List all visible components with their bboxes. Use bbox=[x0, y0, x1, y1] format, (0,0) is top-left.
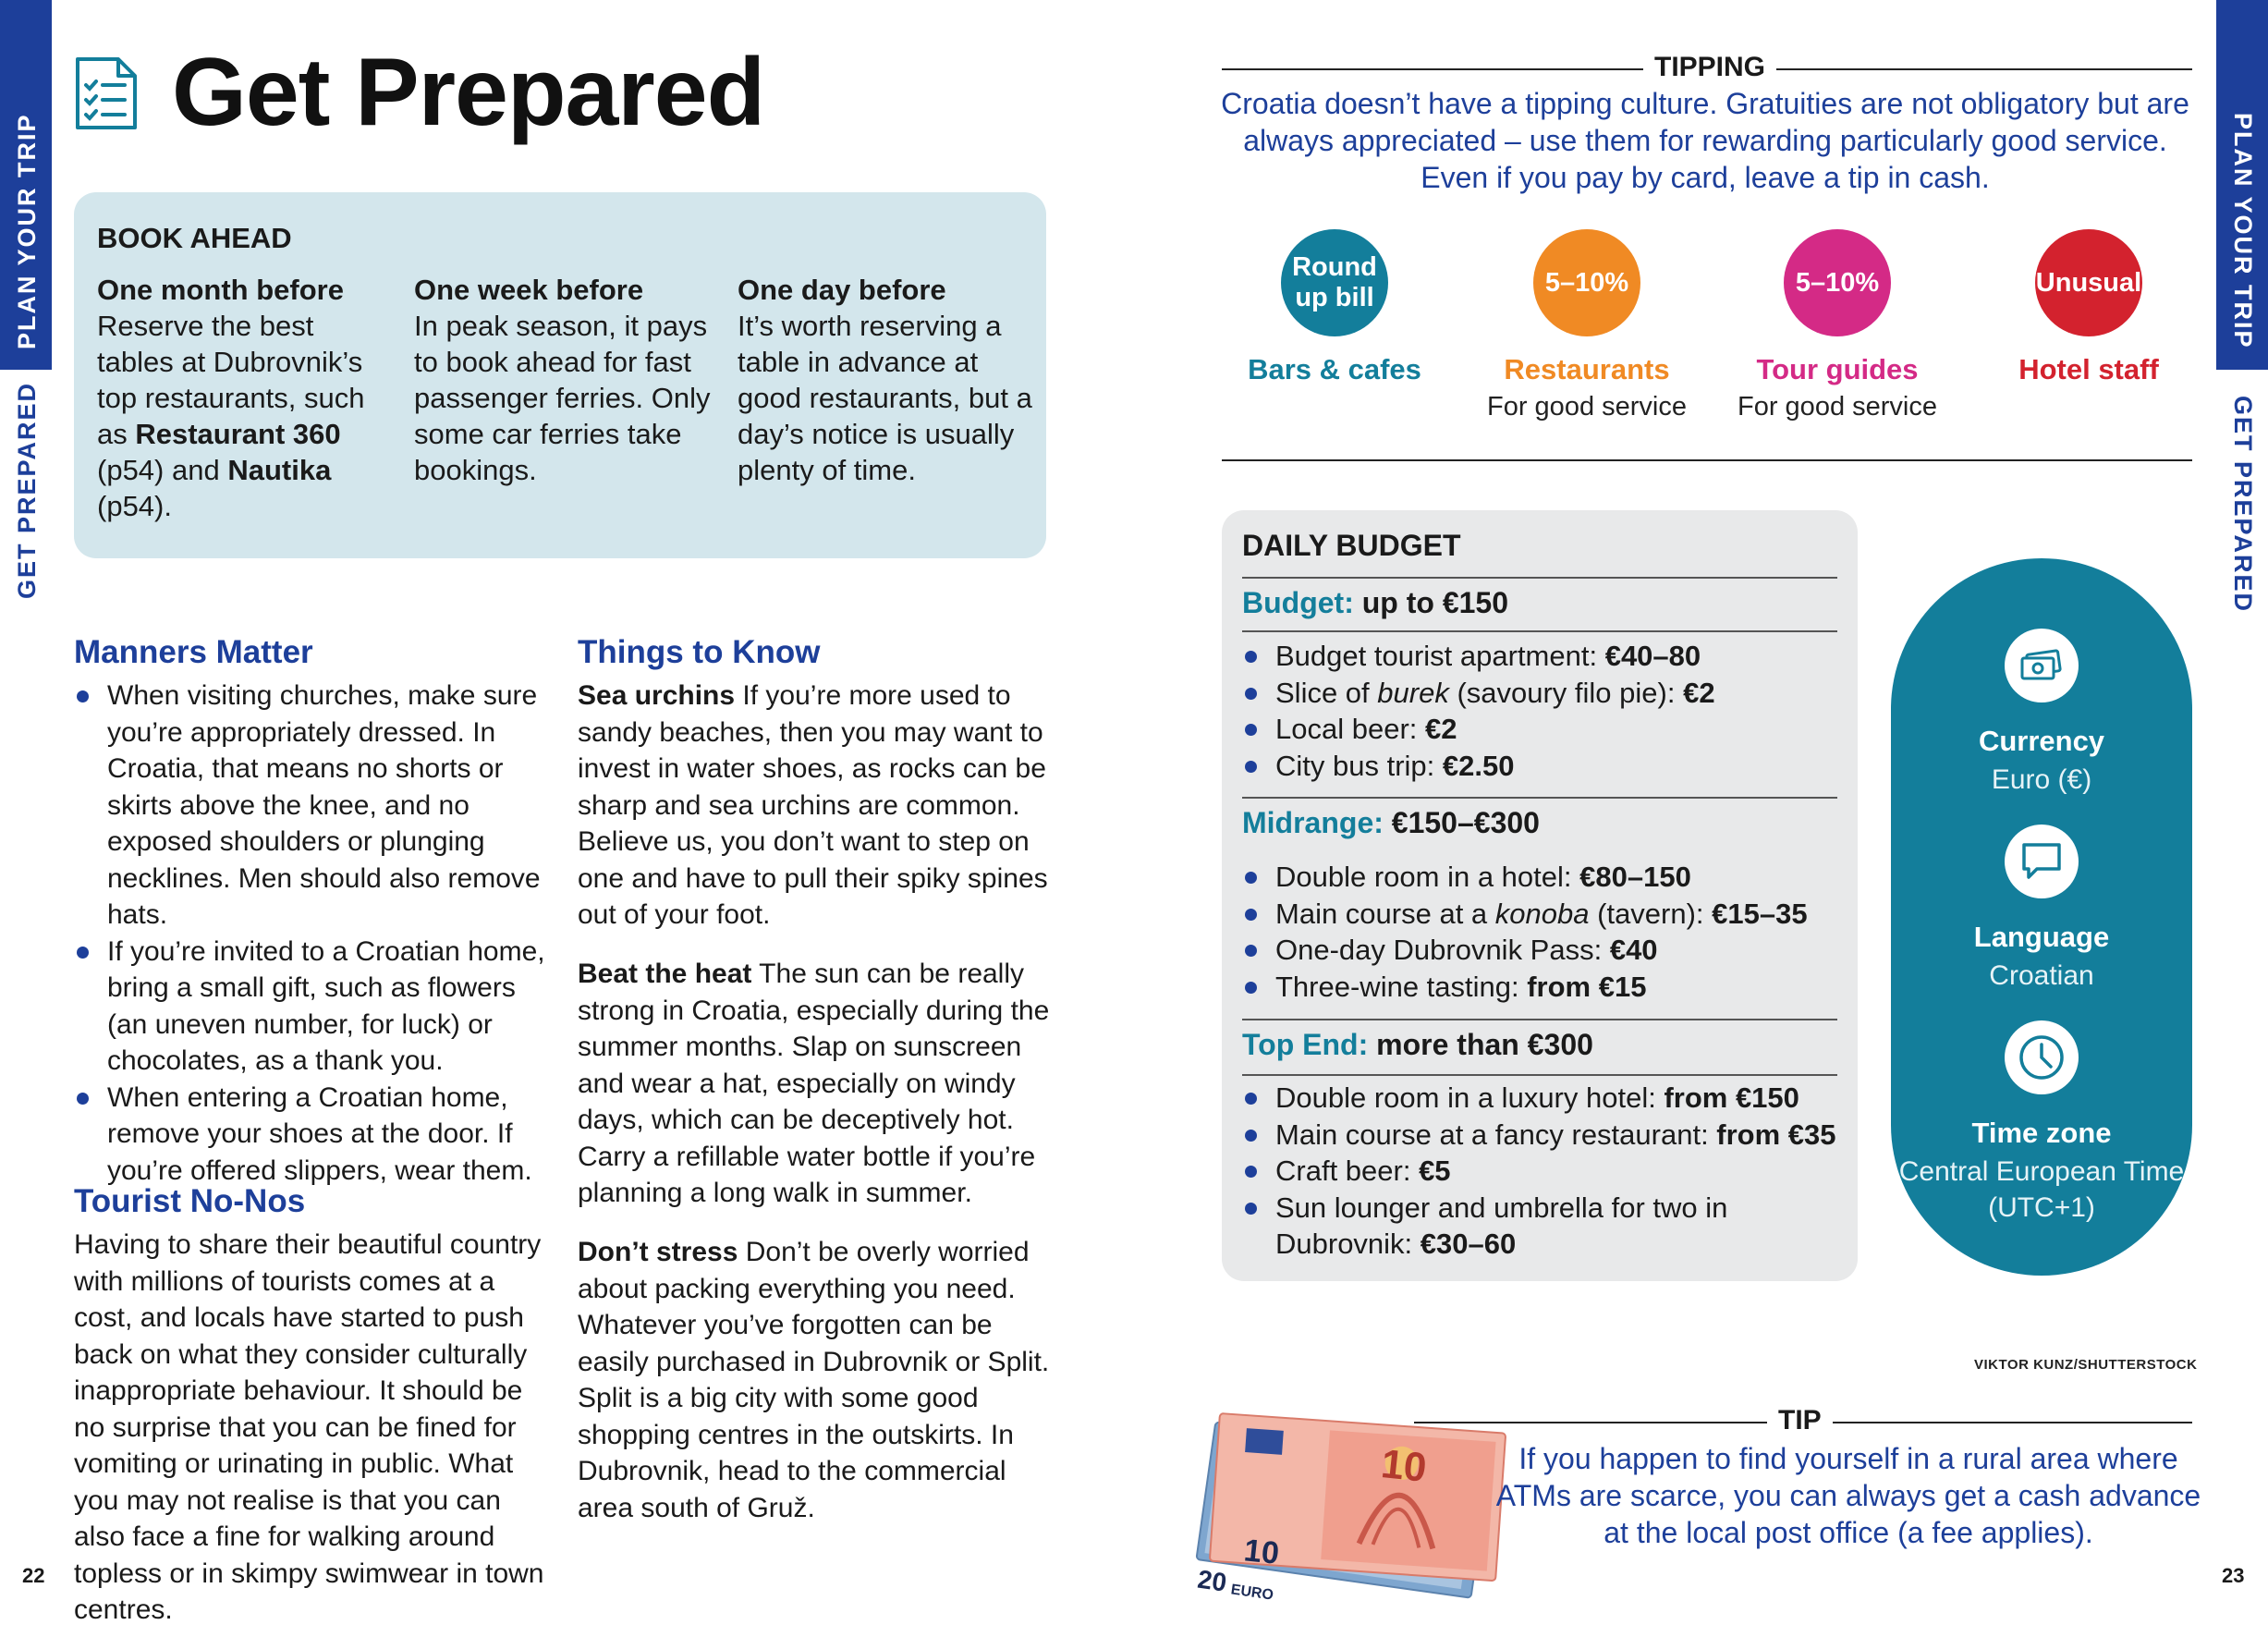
banknote-20-label: 20 bbox=[1195, 1564, 1229, 1597]
list-item bbox=[1242, 932, 1843, 969]
page-number-left: 22 bbox=[22, 1564, 45, 1587]
page-title: Get Prepared bbox=[172, 39, 765, 146]
no-nos-text: Having to share their beautiful country with millions of tourists comes at a cost, and locals have started to push back on what they consider culturally inappropriate behaviour. It should be no surprise that you can be fined for vomiting or urinating in public. What you may not realise is that you can also face a fine for walking around topless or in skimpy swimwear in town centres. bbox=[74, 1229, 544, 1625]
no-nos-heading: Tourist No-Nos bbox=[74, 1183, 306, 1219]
nautika-name: Nautika bbox=[227, 454, 332, 486]
speech-bubble-icon bbox=[2005, 825, 2079, 898]
manners-item-text: When entering a Croatian home, remove your shoes at the door. If you’re offered slippers, wear them. bbox=[107, 1081, 532, 1186]
tip-item-hotel bbox=[1969, 229, 2209, 386]
tip-circle: 5–10% bbox=[1784, 229, 1891, 336]
divider bbox=[1242, 577, 1837, 579]
info-title: Time zone bbox=[1971, 1117, 2112, 1149]
book-ahead-month-text-2: (p54) and bbox=[97, 454, 228, 486]
item-text: Sun lounger and umbrella for two in Dubrovnik: bbox=[1275, 1191, 1728, 1260]
book-ahead-box bbox=[74, 192, 1046, 558]
book-ahead-heading: BOOK AHEAD bbox=[97, 222, 292, 254]
bullet-icon bbox=[1245, 761, 1257, 773]
item-italic: konoba bbox=[1494, 897, 1590, 930]
daily-budget-heading: DAILY BUDGET bbox=[1242, 529, 1461, 562]
tip-label: Hotel staff bbox=[2018, 353, 2159, 385]
tier-range: up to €150 bbox=[1353, 586, 1509, 619]
list-item bbox=[74, 934, 551, 1080]
bullet-icon bbox=[1245, 1203, 1257, 1215]
item-price: €2 bbox=[1425, 713, 1457, 745]
item-price: €80–150 bbox=[1579, 861, 1691, 893]
bullet-icon bbox=[1245, 945, 1257, 957]
item-price: €40–80 bbox=[1604, 640, 1701, 672]
tier-range: more than €300 bbox=[1368, 1028, 1593, 1061]
item-price: €30–60 bbox=[1420, 1228, 1517, 1260]
banknote-euro-label: EURO bbox=[1229, 1582, 1274, 1604]
things-lead: Sea urchins bbox=[578, 680, 736, 711]
book-ahead-day bbox=[738, 272, 1033, 488]
list-item bbox=[1242, 638, 1843, 675]
tip-label: Bars & cafes bbox=[1248, 353, 1421, 385]
item-text: Main course at a fancy restaurant: bbox=[1275, 1118, 1717, 1151]
tipping-text: Croatia doesn’t have a tipping culture. Gratuities are not obligatory but are always appreciated – use them for rewarding particularly good service. Even if you pay by card, leave a tip in cash. bbox=[1221, 87, 2189, 194]
item-price: from €35 bbox=[1716, 1118, 1836, 1151]
item-text: Budget tourist apartment: bbox=[1275, 640, 1605, 672]
manners-item-text: When visiting churches, make sure you’re appropriately dressed. In Croatia, that means no shorts or skirts above the knee, and no exposed shoulders or plunging necklines. Men should also remove hats. bbox=[107, 680, 541, 930]
tip-label: Restaurants bbox=[1504, 353, 1670, 385]
bullet-icon bbox=[77, 690, 89, 702]
info-pill bbox=[1891, 558, 2192, 1276]
tip-circle: Unusual bbox=[2035, 229, 2142, 336]
manners-item-text: If you’re invited to a Croatian home, bring a small gift, such as flowers (an uneven number, for luck) or chocolates, as a thank you. bbox=[107, 935, 545, 1076]
things-para-heat bbox=[578, 956, 1058, 1212]
book-ahead-day-text: It’s worth reserving a table in advance at good restaurants, but a day’s notice is usually plenty of time. bbox=[738, 310, 1032, 486]
item-text: Double room in a hotel: bbox=[1275, 861, 1580, 893]
info-value: Central European Time (UTC+1) bbox=[1898, 1156, 2185, 1223]
tip-item-guides bbox=[1717, 229, 1957, 422]
item-text: Main course at a bbox=[1275, 897, 1495, 930]
bullet-icon bbox=[1245, 688, 1257, 700]
bullet-icon bbox=[77, 947, 89, 959]
bullet-icon bbox=[1245, 872, 1257, 884]
bullet-icon bbox=[1245, 651, 1257, 663]
bullet-icon bbox=[1245, 909, 1257, 921]
item-price: €5 bbox=[1419, 1154, 1451, 1187]
things-para-sea-urchins bbox=[578, 678, 1058, 934]
list-item bbox=[1242, 1190, 1843, 1263]
tier-name: Top End: bbox=[1242, 1028, 1369, 1061]
bullet-icon bbox=[1245, 1093, 1257, 1105]
item-price: from €15 bbox=[1527, 970, 1647, 1003]
topend-list bbox=[1242, 1080, 1843, 1263]
manners-heading: Manners Matter bbox=[74, 634, 313, 670]
item-price: €2 bbox=[1683, 676, 1715, 709]
list-item bbox=[1242, 711, 1843, 748]
daily-budget-box bbox=[1222, 510, 1858, 1281]
list-item bbox=[1242, 1080, 1843, 1117]
divider bbox=[1242, 797, 1837, 799]
book-ahead-week-title: One week before bbox=[414, 274, 644, 306]
item-text: (savoury filo pie): bbox=[1448, 676, 1684, 709]
tip-item-bars bbox=[1214, 229, 1455, 386]
budget-tier-title bbox=[1242, 586, 1508, 620]
photo-credit: VIKTOR KUNZ/SHUTTERSTOCK bbox=[1974, 1357, 2198, 1373]
things-heading: Things to Know bbox=[578, 634, 821, 670]
list-item bbox=[1242, 748, 1843, 785]
things-text: If you’re more used to sandy beaches, then you may want to invest in water shoes, as rocks can be sharp and sea urchins are common. Believe us, you don’t want to step on one and have to pull their spiky spines out of your foot. bbox=[578, 680, 1048, 930]
right-tab-plan-label: PLAN YOUR TRIP bbox=[2229, 113, 2257, 349]
item-text: Craft beer: bbox=[1275, 1154, 1420, 1187]
info-value: Euro (€) bbox=[1991, 764, 2092, 795]
item-italic: burek bbox=[1377, 676, 1449, 709]
things-lead: Don’t stress bbox=[578, 1237, 738, 1267]
right-tab-section-label: GET PREPARED bbox=[2229, 396, 2257, 614]
item-price: from €150 bbox=[1664, 1081, 1799, 1114]
bullet-icon bbox=[1245, 724, 1257, 736]
book-ahead-month-title: One month before bbox=[97, 274, 344, 306]
list-item bbox=[1242, 1153, 1843, 1190]
book-ahead-month bbox=[97, 272, 393, 524]
things-text: Don’t be overly worried about packing everything you need. Whatever you’ve forgotten can be easily purchased in Dubrovnik or Split. Split is a big city with some good shopping centres in the outskirts. In Dubrovnik, head to the commercial area south of Gruž. bbox=[578, 1237, 1050, 1523]
banknote-icon bbox=[2005, 629, 2079, 702]
euro-banknotes-photo bbox=[1187, 1405, 1523, 1608]
banknote-10-small-label: 10 bbox=[1242, 1533, 1281, 1571]
divider bbox=[1242, 1019, 1837, 1020]
list-item bbox=[1242, 969, 1843, 1006]
tip-circle: Round up bill bbox=[1281, 229, 1388, 336]
list-item bbox=[74, 678, 551, 934]
book-ahead-month-text-3: (p54). bbox=[97, 490, 172, 522]
left-tab-section-label: GET PREPARED bbox=[13, 381, 41, 599]
list-item bbox=[1242, 675, 1843, 712]
info-title: Currency bbox=[1978, 725, 2105, 757]
tip-sublabel: For good service bbox=[1738, 392, 1937, 421]
page-number-right: 23 bbox=[2222, 1564, 2245, 1587]
item-text: One-day Dubrovnik Pass: bbox=[1275, 934, 1610, 966]
restaurant-360-name: Restaurant 360 bbox=[135, 418, 341, 450]
divider bbox=[1242, 630, 1837, 632]
tip-label: Tour guides bbox=[1756, 353, 1919, 385]
list-item bbox=[1242, 859, 1843, 896]
info-language bbox=[1891, 825, 2192, 994]
item-price: €40 bbox=[1609, 934, 1658, 966]
bullet-icon bbox=[1245, 1166, 1257, 1178]
tip-sublabel: For good service bbox=[1487, 392, 1687, 421]
things-lead: Beat the heat bbox=[578, 959, 752, 989]
tier-name: Budget: bbox=[1242, 586, 1354, 619]
book-ahead-week bbox=[414, 272, 719, 488]
list-item bbox=[74, 1080, 551, 1190]
bullet-icon bbox=[1245, 982, 1257, 994]
item-text: Slice of bbox=[1275, 676, 1378, 709]
list-item bbox=[1242, 896, 1843, 933]
book-ahead-month-text: Reserve the best tables at Dubrovnik’s top restaurants, such as bbox=[97, 310, 365, 450]
item-text: (tavern): bbox=[1589, 897, 1713, 930]
bullet-icon bbox=[1245, 1130, 1257, 1142]
tier-name: Midrange: bbox=[1242, 806, 1384, 839]
banknote-10-label: 10 bbox=[1379, 1441, 1429, 1491]
item-price: €15–35 bbox=[1712, 897, 1808, 930]
things-text: The sun can be really strong in Croatia, especially during the summer months. Slap on sunscreen and wear a hat, especially on windy days, which can be deceptively hot. Carry a refillable water bottle if you’re planning a long walk in summer. bbox=[578, 959, 1050, 1208]
book-ahead-day-title: One day before bbox=[738, 274, 946, 306]
bullet-icon bbox=[77, 1093, 89, 1105]
tip-circle: 5–10% bbox=[1533, 229, 1640, 336]
tipping-heading: TIPPING bbox=[1643, 52, 1776, 83]
budget-list bbox=[1242, 638, 1843, 784]
item-text: Local beer: bbox=[1275, 713, 1425, 745]
item-text: Double room in a luxury hotel: bbox=[1275, 1081, 1664, 1114]
item-price: €2.50 bbox=[1442, 749, 1515, 782]
things-para-stress bbox=[578, 1234, 1058, 1526]
divider bbox=[1242, 1074, 1837, 1076]
clock-icon bbox=[2005, 1020, 2079, 1094]
list-item bbox=[1242, 1117, 1843, 1154]
manners-list bbox=[74, 678, 551, 1189]
info-timezone bbox=[1891, 1020, 2192, 1226]
tip-item-restaurants bbox=[1467, 229, 1707, 422]
info-value: Croatian bbox=[1989, 960, 2094, 991]
tier-range: €150–€300 bbox=[1383, 806, 1540, 839]
left-tab-plan-label: PLAN YOUR TRIP bbox=[13, 113, 41, 349]
checklist-icon bbox=[74, 54, 139, 131]
item-text: Three-wine tasting: bbox=[1275, 970, 1528, 1003]
info-currency bbox=[1891, 629, 2192, 798]
midrange-list bbox=[1242, 859, 1843, 1005]
book-ahead-week-text: In peak season, it pays to book ahead for fast passenger ferries. Only some car ferries take bookings. bbox=[414, 310, 711, 486]
topend-tier-title bbox=[1242, 1028, 1593, 1062]
tipping-bottom-rule bbox=[1222, 459, 2192, 461]
midrange-tier-title bbox=[1242, 806, 1540, 840]
info-title: Language bbox=[1973, 921, 2110, 953]
tip-text: If you happen to find yourself in a rural area where ATMs are scarce, you can always get a cash advance at the local post office (a fee applies). bbox=[1495, 1442, 2201, 1549]
item-text: City bus trip: bbox=[1275, 749, 1443, 782]
tip-heading: TIP bbox=[1767, 1405, 1833, 1436]
